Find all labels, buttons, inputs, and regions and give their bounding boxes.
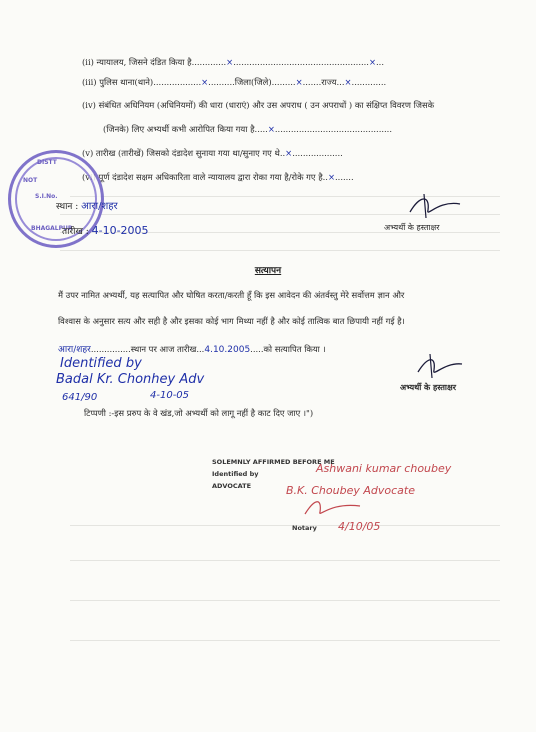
- form-item-vi-label: (vi) पूर्ण दंडादेश सक्षम अधिकारिता वाले न्यायालय द्वारा रोका गया है/रोके गए है: [82, 172, 323, 182]
- form-item-iii-district: जिला(जिले): [234, 77, 272, 87]
- form-item-ii: (ii) न्यायालय, जिसने दंडित किया है.............×...................................................×...: [82, 57, 385, 67]
- signature-label-1: अभ्यर्थी के हस्ताक्षर: [384, 223, 440, 232]
- date-label: तारीख :: [62, 227, 89, 237]
- date-line: [62, 224, 149, 237]
- verification-line-2: विश्वास के अनुसार सत्य और सही है और इसका कोई भाग मिथ्या नहीं है और कोई तात्विक बात छिपायी नहीं गई है।: [58, 316, 405, 326]
- seal-text-bottom: BHAGALPUR: [31, 225, 73, 232]
- verification-line-3: आरा/शहर...............स्थान पर आज तारीख...4.10.2005.....को सत्यापित किया ।: [58, 344, 326, 355]
- notary-stamp-line-1: SOLEMNLY AFFIRMED BEFORE ME: [212, 458, 335, 466]
- candidate-signature-1: [400, 190, 470, 220]
- bleed-line: [70, 560, 500, 561]
- notary-signature: [300, 496, 370, 518]
- bleed-line: [70, 525, 500, 526]
- verification-date: 4.10.2005: [204, 345, 251, 355]
- identified-date-text: 4-10-05: [150, 390, 190, 401]
- bleed-line: [60, 250, 500, 251]
- form-item-v: (v) तारीख (तारीखें) जिसको दंडादेश सुनाया गया था/सुनाए गए थे..×...................: [82, 148, 343, 158]
- seal-text-center: S.I.No.: [35, 193, 58, 200]
- form-item-iv-line2: (जिनके) लिए अभ्यर्थी कभी आरोपित किया गया है.....×............................................: [103, 124, 393, 134]
- seal-text-left: NOT: [23, 177, 38, 184]
- notary-stamp-line-2: Identified by: [212, 470, 259, 478]
- signature-label-2: अभ्यर्थी के हस्ताक्षर: [400, 382, 456, 392]
- bleed-line: [70, 600, 500, 601]
- verification-place: आरा/शहर: [58, 345, 91, 355]
- red-handwriting-date: 4/10/05: [338, 520, 381, 533]
- form-item-iii-label: (iii) पुलिस थाना(थाने): [82, 77, 154, 87]
- form-item-iii-state: राज्य: [321, 77, 337, 87]
- footnote: टिप्पणी :-इस प्ररुप के वे खंड,जो अभ्यर्थी को लागू नहीं है काट दिए जाए ।"): [84, 408, 314, 418]
- advocate-name-text: Badal Kr. Chonhey Adv: [56, 372, 205, 387]
- verification-heading: सत्यापन: [254, 266, 282, 276]
- date-value: 4-10-2005: [91, 224, 149, 237]
- form-item-ii-label: (ii) न्यायालय, जिसने दंडित किया है: [82, 57, 192, 67]
- form-item-vi: (vi) पूर्ण दंडादेश सक्षम अधिकारिता वाले न्यायालय द्वारा रोका गया है/रोके गए है..×.......: [82, 172, 354, 182]
- red-handwriting-name: Ashwani kumar choubey: [316, 462, 452, 475]
- notary-stamp-line-3: ADVOCATE: [212, 482, 252, 490]
- form-item-iv-line1: (iv) संबंधित अधिनियम (अधिनियमों) की धारा (धाराएं) और उस अपराध ( उन अपराधों ) का संक्षिप्त विवरण जिसके: [82, 100, 435, 110]
- place-line: [56, 198, 118, 212]
- notary-stamp-line-4: Notary: [292, 524, 317, 532]
- form-item-iii: (iii) पुलिस थाना(थाने)..................×..........जिला(जिले).........×.......राज्य...×.............: [82, 77, 387, 87]
- bleed-line: [70, 640, 500, 641]
- place-label: स्थान :: [56, 202, 79, 212]
- seal-text-top: DISTT: [37, 159, 57, 166]
- candidate-signature-2: [410, 352, 470, 380]
- identified-by-text: Identified by: [60, 356, 142, 371]
- form-item-v-label: (v) तारीख (तारीखें) जिसको दंडादेश सुनाया गया था/सुनाए गए थे: [82, 148, 280, 158]
- red-handwriting-advocate: B.K. Choubey Advocate: [286, 484, 415, 497]
- verification-line-1: मैं उपर नामित अभ्यर्थी, यह सत्यापित और घोषित करता/करती हूँ कि इस आवेदन की अंतर्वस्तु मेरे सर्वोत्तम ज्ञान और: [58, 290, 405, 300]
- form-item-iv-label: (जिनके) लिए अभ्यर्थी कभी आरोपित किया गया है: [103, 124, 255, 134]
- advocate-number-text: 641/90: [62, 392, 98, 403]
- place-value: आरा/शहर: [81, 201, 118, 212]
